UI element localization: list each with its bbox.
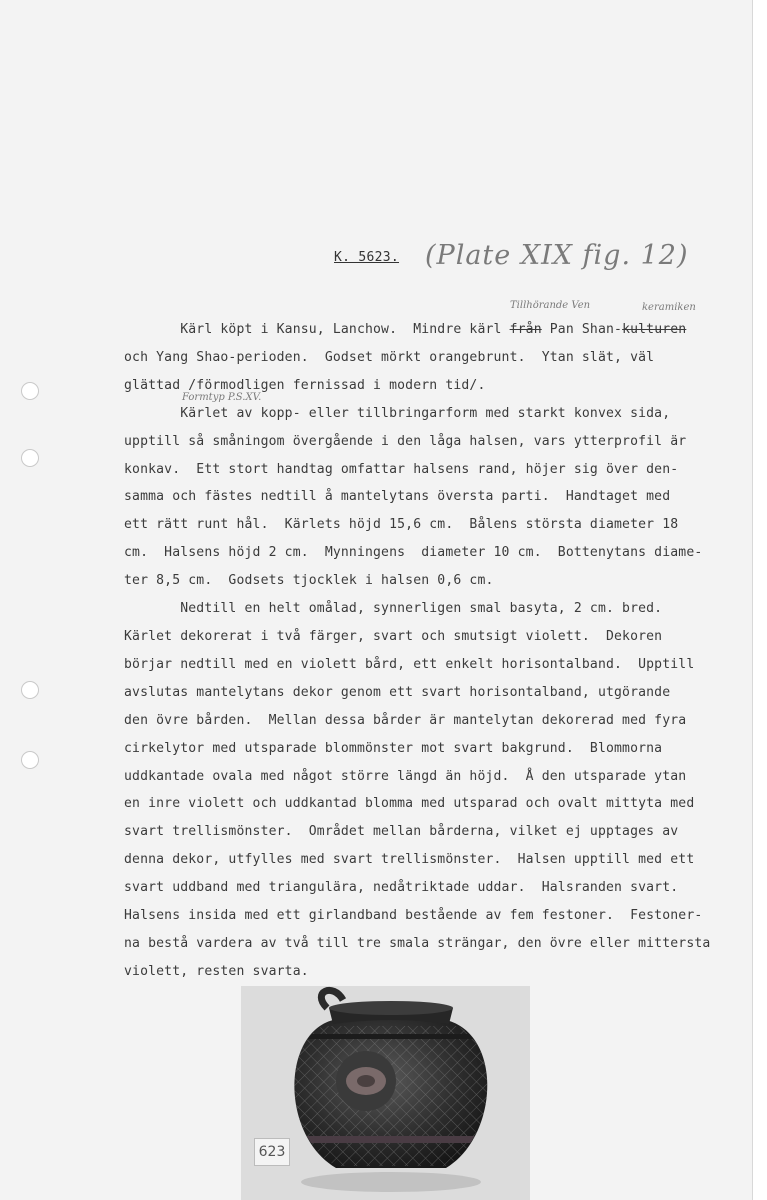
text-line: börjar nedtill med en violett bård, ett enkelt horisontalband. Upptill — [124, 656, 695, 672]
text-line: cirkelytor med utsparade blommönster mot svart bakgrund. Blommorna — [124, 740, 663, 756]
text-line: na bestå vardera av två till tre smala strängar, den övre eller mittersta — [124, 935, 711, 951]
text-line: upptill så småningom övergående i den låga halsen, vars ytterprofil är — [124, 433, 687, 449]
vessel-photograph — [241, 986, 530, 1200]
text-line: svart uddband med triangulära, nedåtriktade uddar. Halsranden svart. — [124, 880, 679, 896]
text-line: violett, resten svarta. — [124, 963, 309, 979]
text-line: denna dekor, utfylles med svart trellismönster. Halsen upptill med ett — [124, 852, 695, 868]
text-line: cm. Halsens höjd 2 cm. Mynningens diameter 10 cm. Bottenytans diame- — [124, 545, 703, 561]
punch-hole — [21, 751, 39, 769]
text-line: Kärl köpt i Kansu, Lanchow. Mindre kärl från Pan Shan-kulturen — [124, 322, 687, 337]
text-line: Nedtill en helt omålad, synnerligen smal basyta, 2 cm. bred. — [124, 601, 663, 617]
text-line: den övre bården. Mellan dessa bårder är mantelytan dekorerad med fyra — [124, 712, 687, 728]
text-line: och Yang Shao-perioden. Godset mörkt orangebrunt. Ytan slät, väl — [124, 349, 655, 365]
text-line: glättad /förmodligen fernissad i modern tid/. — [124, 377, 486, 393]
handwritten-annotation: keramiken — [642, 302, 696, 313]
struck-text: kulturen — [622, 322, 687, 337]
handwritten-margin-note: Formtyp P.S.XV. — [182, 392, 262, 403]
text-line: Kärlet av kopp- eller tillbringarform med starkt konvex sida, — [124, 405, 671, 421]
punch-hole — [21, 449, 39, 467]
text-line: konkav. Ett stort handtag omfattar halsens rand, höjer sig över den- — [124, 461, 679, 477]
text-line: Halsens insida med ett girlandband bestående av fem festoner. Festoner- — [124, 908, 703, 924]
pottery-vessel-image — [241, 986, 530, 1200]
handwritten-plate-reference: (Plate XIX fig. 12) — [425, 240, 689, 271]
text-line: uddkantade ovala med något större längd än höjd. Å den utsparade ytan — [124, 768, 687, 784]
text-line: svart trellismönster. Området mellan bårderna, vilket ej upptages av — [124, 824, 679, 840]
text-line: ett rätt runt hål. Kärlets höjd 15,6 cm. Bålens största diameter 18 — [124, 517, 679, 533]
punch-hole — [21, 382, 39, 400]
text-line: en inre violett och uddkantad blomma med utsparad och ovalt mittyta med — [124, 796, 695, 812]
text-line: ter 8,5 cm. Godsets tjocklek i halsen 0,6 cm. — [124, 573, 494, 589]
text-line: avslutas mantelytans dekor genom ett svart horisontalband, utgörande — [124, 684, 671, 700]
text-line: samma och fästes nedtill å mantelytans översta parti. Handtaget med — [124, 489, 671, 505]
catalog-number-heading: K. 5623. — [334, 250, 400, 265]
document-body — [124, 316, 744, 986]
handwritten-annotation: Tillhörande Ven — [510, 300, 591, 311]
photo-number-label: 623 — [254, 1138, 290, 1166]
punch-hole — [21, 681, 39, 699]
text-line: Kärlet dekorerat i två färger, svart och smutsigt violett. Dekoren — [124, 628, 663, 644]
struck-text: från — [509, 322, 542, 337]
